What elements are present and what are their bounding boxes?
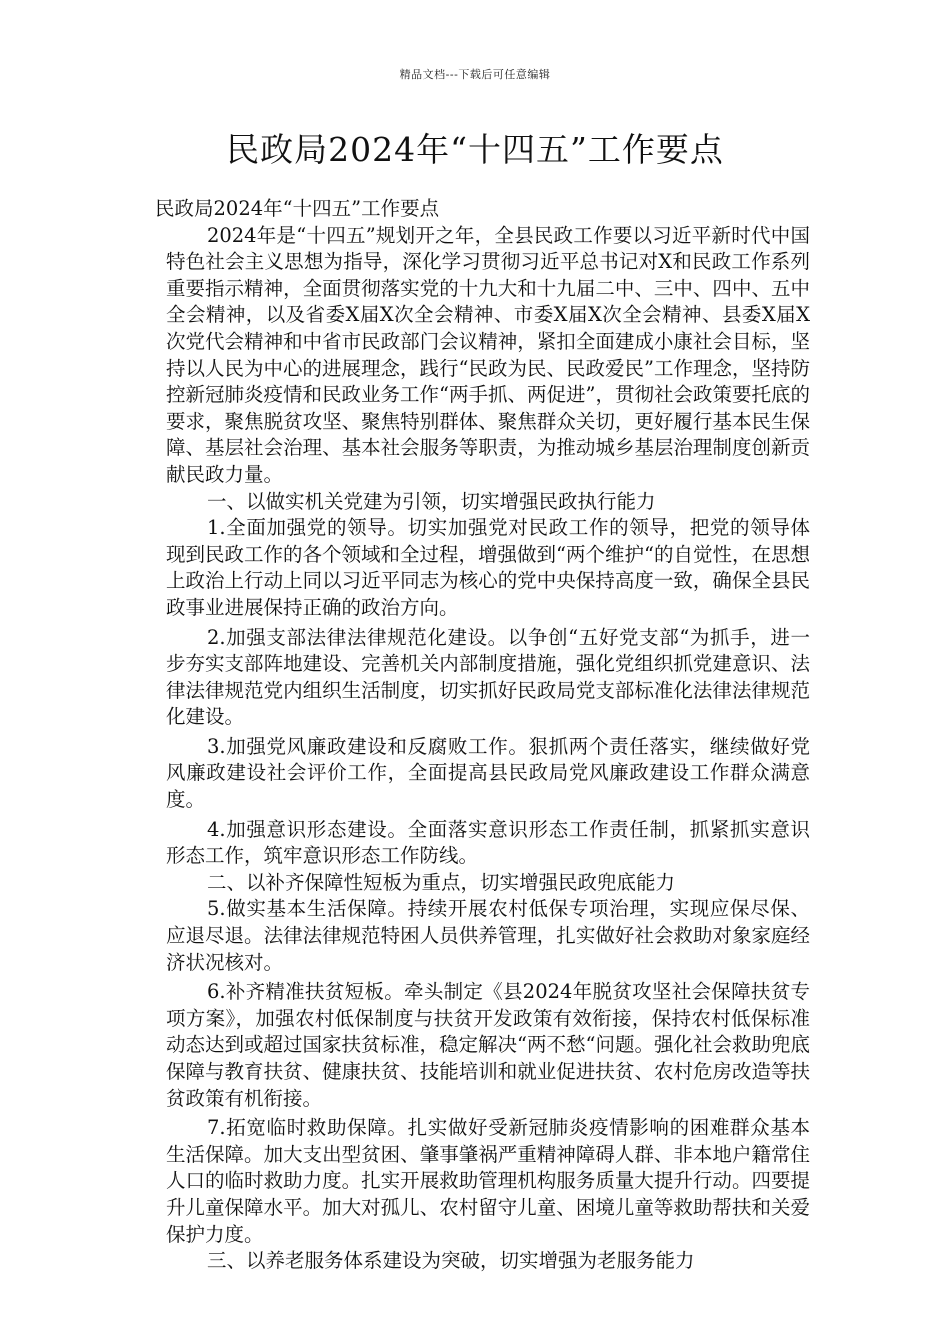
item-paragraph-7: 7.拓宽临时救助保障。扎实做好受新冠肺炎疫情影响的困难群众基本生活保障。加大支出型贫困、肇事肇祸严重精神障碍人群、非本地户籍常住人口的临时救助力度。扎实开展救助管理机构服务质量大提升行动。四要提升儿童保障水平。加大对孤儿、农村留守儿童、困境儿童等救助帮扶和关爱保护力度。 bbox=[166, 1116, 810, 1246]
page-header-note: 精品文档---下载后可任意编辑 bbox=[399, 68, 551, 81]
item-paragraph-2: 2.加强支部法律法律规范化建设。以争创“五好党支部“为抓手，进一步夯实支部阵地建设、完善机关内部制度措施，强化党组织抓党建意识、法律法律规范党内组织生活制度，切实抓好民政局党支部标准化法律法律规范化建设。 bbox=[166, 625, 810, 729]
section-heading-2: 二、以补齐保障性短板为重点，切实增强民政兜底能力 bbox=[206, 870, 675, 894]
item-paragraph-3: 3.加强党风廉政建设和反腐败工作。狠抓两个责任落实，继续做好党风廉政建设社会评价工作，全面提高县民政局党风廉政建设工作群众满意度。 bbox=[166, 734, 810, 812]
item-paragraph-1: 1.全面加强党的领导。切实加强党对民政工作的领导，把党的领导体现到民政工作的各个领域和全过程，增强做到“两个维护“的自觉性，在思想上政治上行动上同以习近平同志为核心的党中央保持高度一致，确保全县民政事业进展保持正确的政治方向。 bbox=[166, 516, 810, 619]
document-title: 民政局2024年“十四五”工作要点 bbox=[226, 130, 724, 169]
item-paragraph-6: 6.补齐精准扶贫短板。牵头制定《县2024年脱贫攻坚社会保障扶贫专项方案》，加强农村低保制度与扶贫开发政策有效衔接，保持农村低保标准动态达到或超过国家扶贫标准，稳定解决“两不愁“问题。强化社会救助兜底保障与教育扶贫、健康扶贫、技能培训和就业促进扶贫、农村危房改造等扶贫政策有机衔接。 bbox=[166, 980, 810, 1110]
item-paragraph-5: 5.做实基本生活保障。持续开展农村低保专项治理，实现应保尽保、应退尽退。法律法律规范特困人员供养管理，扎实做好社会救助对象家庭经济状况核对。 bbox=[166, 897, 810, 974]
section-heading-3: 三、以养老服务体系建设为突破，切实增强为老服务能力 bbox=[206, 1249, 695, 1273]
intro-paragraph: 2024年是“十四五”规划开之年，全县民政工作要以习近平新时代中国特色社会主义思想为指导，深化学习贯彻习近平总书记对X和民政工作系列重要指示精神，全面贯彻落实党的十九大和十九届二中、三中、四中、五中全会精神，以及省委X届X次全会精神、市委X届X次全会精神、县委X届X次党代会精神和中省市民政部门会议精神，紧扣全面建成小康社会目标，坚持以人民为中心的进展理念，践行“民政为民、民政爱民”工作理念，坚持防控新冠肺炎疫情和民政业务工作“两手抓、两促进”，贯彻社会政策要托底的要求，聚焦脱贫攻坚、聚焦特别群体、聚焦群众关切，更好履行基本民生保障、基层社会治理、基本社会服务等职责，为推动城乡基层治理制度创新贡献民政力量。 bbox=[166, 223, 810, 486]
item-paragraph-4: 4.加强意识形态建设。全面落实意识形态工作责任制，抓紧抓实意识形态工作，筑牢意识形态工作防线。 bbox=[166, 817, 810, 868]
document-body bbox=[155, 196, 810, 1275]
section-heading-1: 一、以做实机关党建为引领，切实增强民政执行能力 bbox=[206, 489, 656, 513]
document-subtitle: 民政局2024年“十四五”工作要点 bbox=[155, 197, 440, 220]
